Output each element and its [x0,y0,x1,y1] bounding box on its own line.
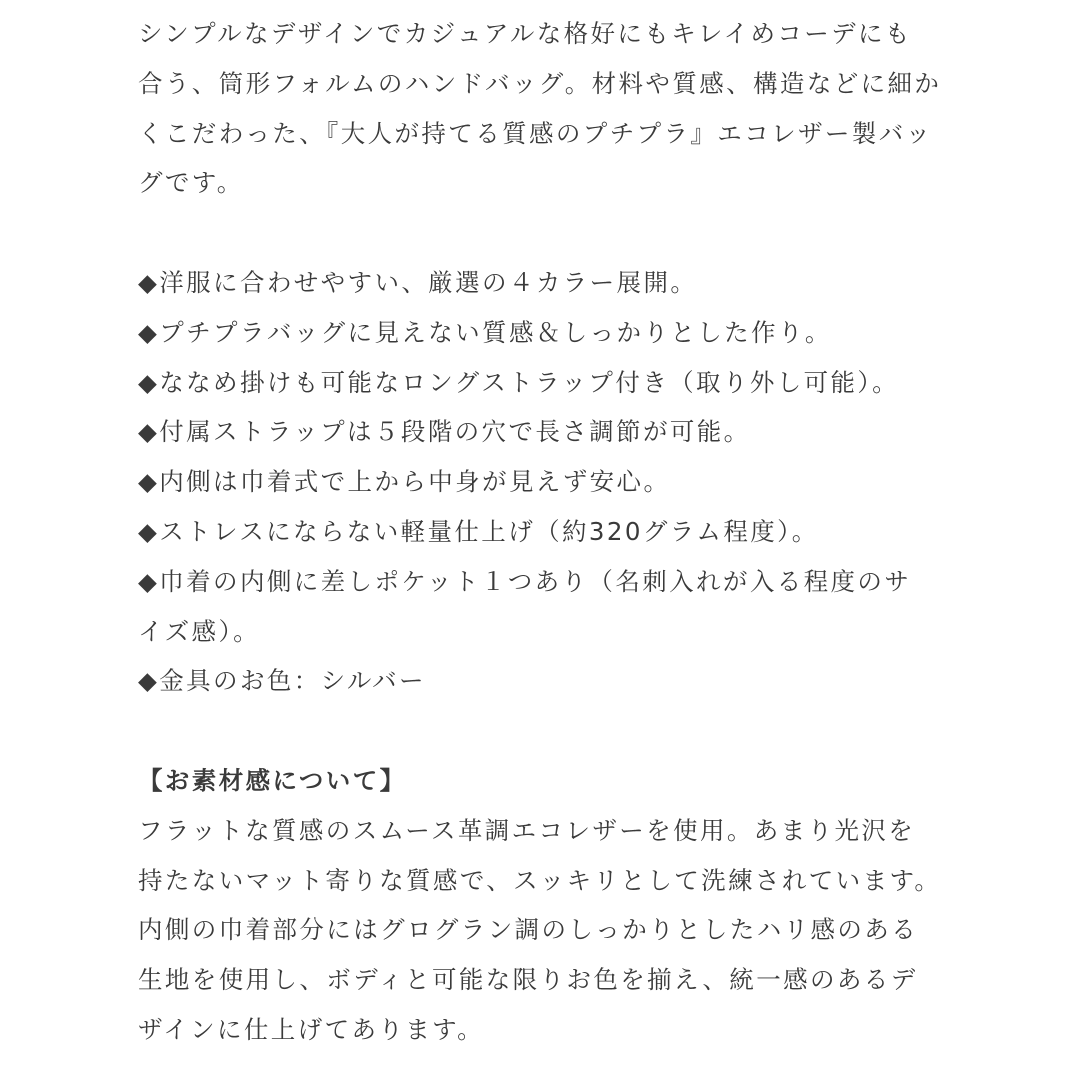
intro-line: グです。 [138,168,244,198]
intro-line: くこだわった、『大人が持てる質感のプチプラ』エコレザー製バッ [138,118,933,148]
feature-item: ◆プチプラバッグに見えない質感＆しっかりとした作り。 [138,317,832,347]
feature-item: ◆金具のお色：シルバー [138,666,426,696]
spacer [138,706,958,756]
feature-item: ◆内側は巾着式で上から中身が見えず安心。 [138,467,671,497]
feature-item: ◆ストレスにならない軽量仕上げ（約320グラム程度）。 [138,516,819,546]
feature-item: ◆洋服に合わせやすい、厳選の４カラー展開。 [138,267,698,297]
feature-item: ◆付属ストラップは５段階の穴で長さ調節が可能。 [138,417,751,447]
material-line: 持たないマット寄りな質感で、スッキリとして洗練されています。 [138,865,942,895]
material-line: 内側の巾着部分にはグログラン調のしっかりとしたハリ感のある [138,915,919,945]
feature-item: ◆巾着の内側に差しポケット１つあり（名刺入れが入る程度のサ [138,566,912,596]
feature-item: ◆ななめ掛けも可能なロングストラップ付き（取り外し可能）。 [138,367,899,397]
feature-item-continuation: イズ感）。 [138,616,261,646]
spacer [138,208,958,258]
product-description [138,9,958,1055]
intro-line: 合う、筒形フォルムのハンドバッグ。材料や質感、構造などに細か [138,68,942,98]
intro-line: シンプルなデザインでカジュアルな格好にもキレイめコーデにも [138,19,912,48]
material-line: 生地を使用し、ボディと可能な限りお色を揃え、統一感のあるデ [138,965,918,995]
material-heading: 【お素材感について】 [138,765,407,795]
material-line: フラットな質感のスムース革調エコレザーを使用。あまり光沢を [138,815,916,845]
material-line: ザインに仕上げてあります。 [138,1014,485,1044]
